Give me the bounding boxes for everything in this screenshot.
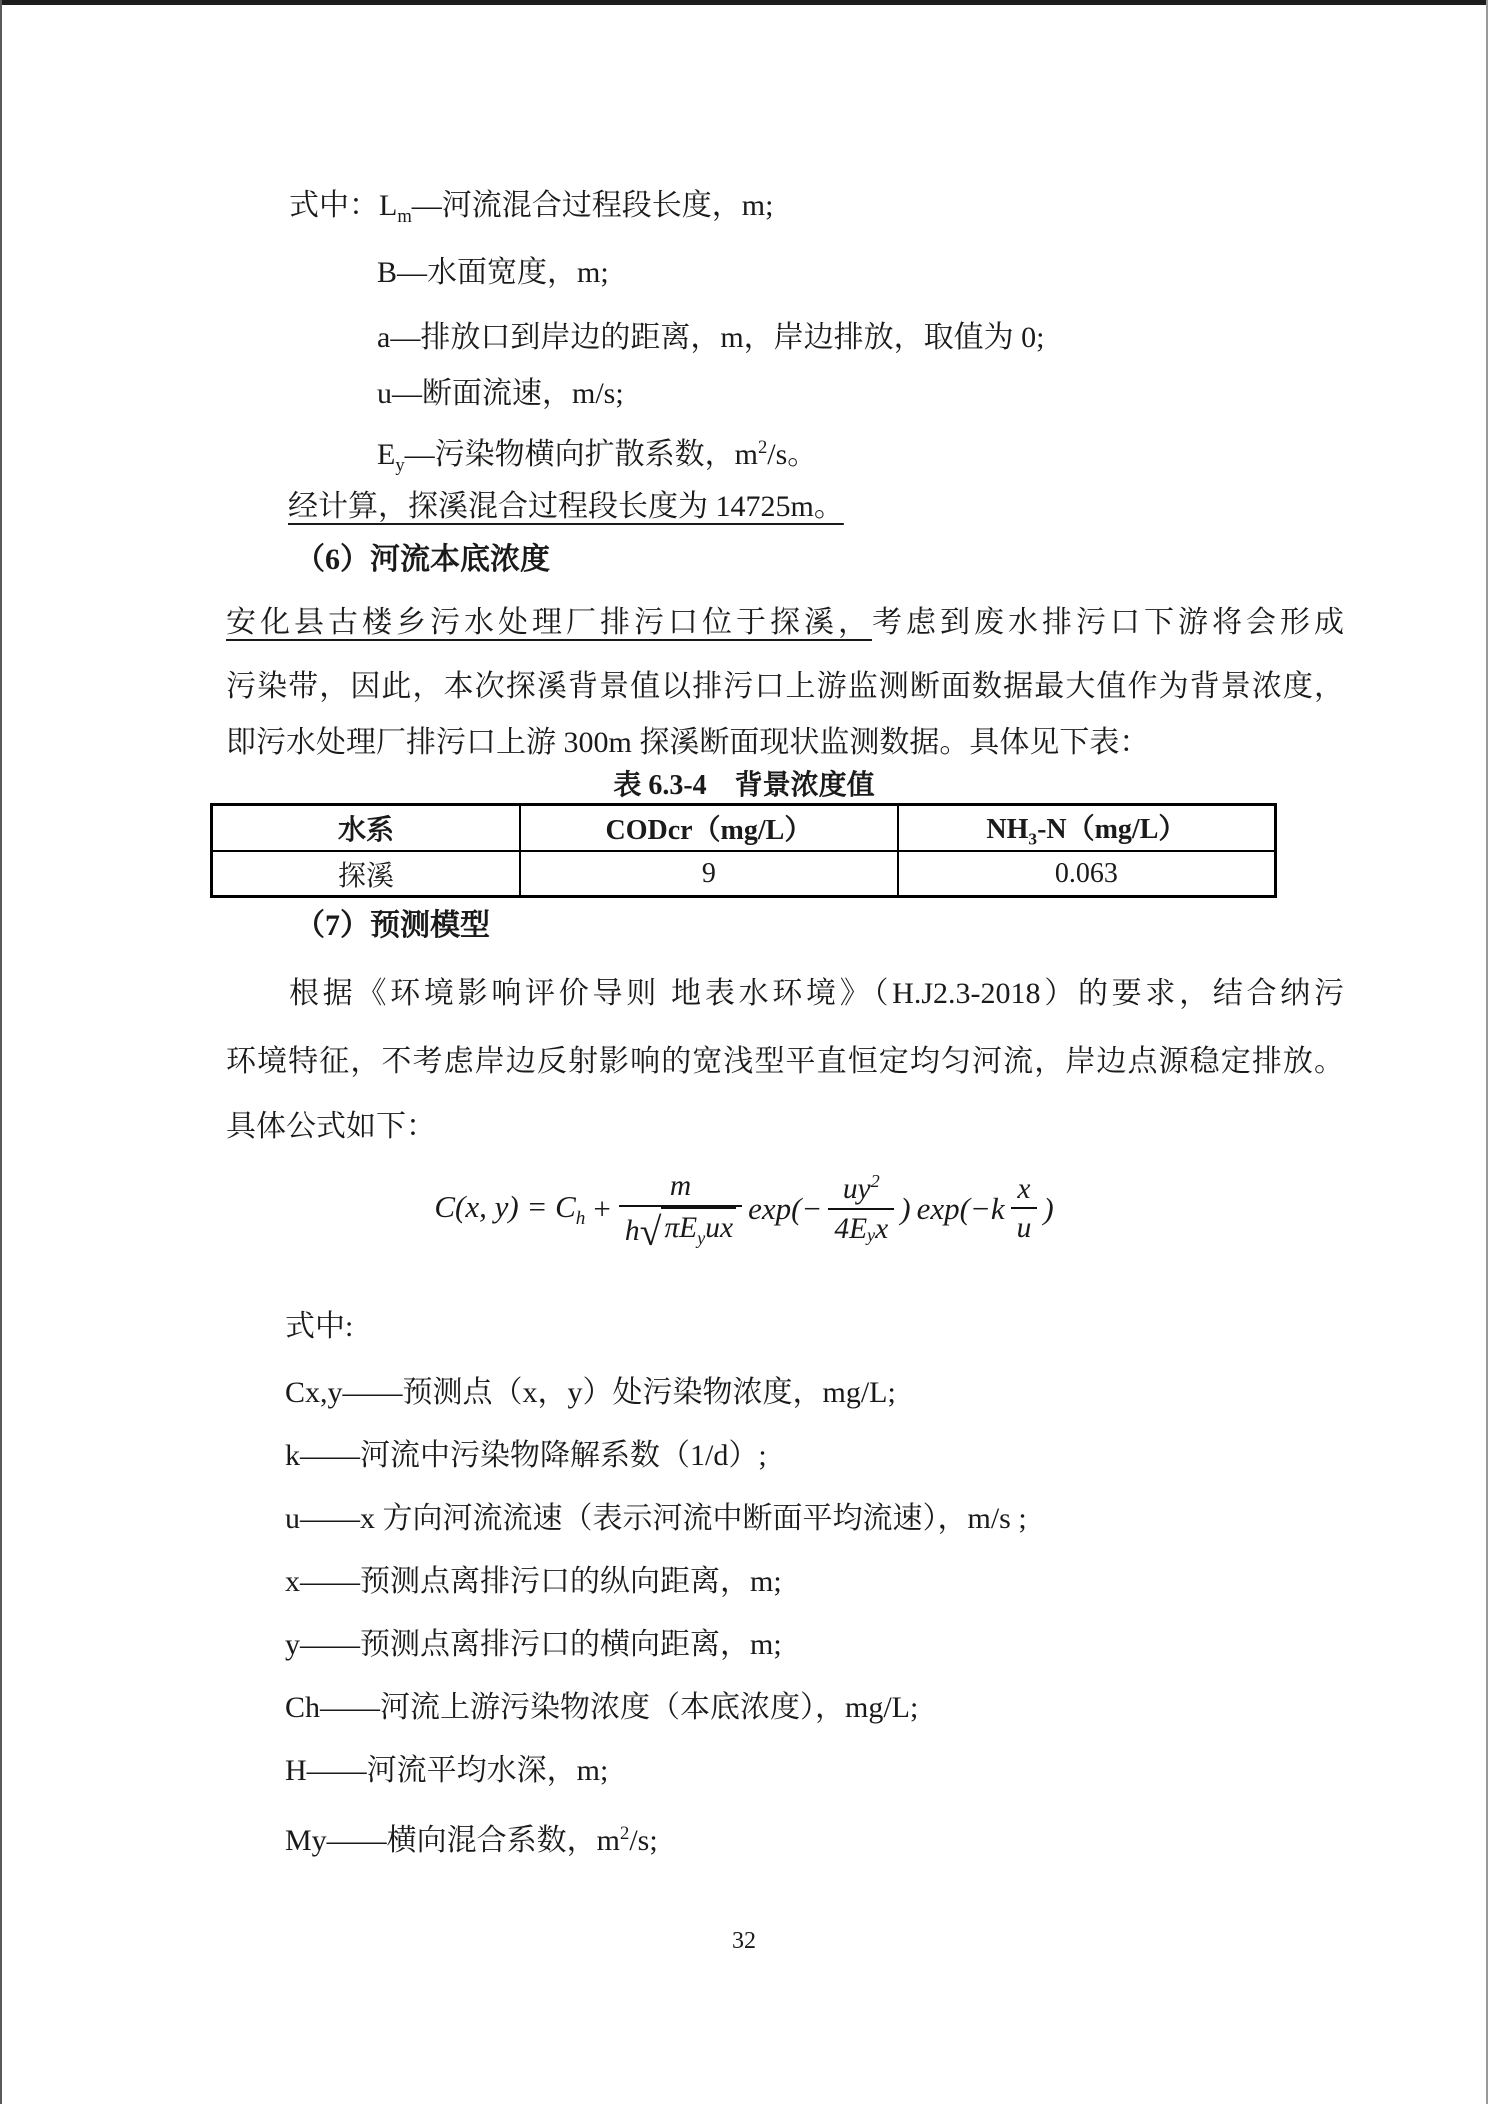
def2-line-cxy: Cx,y——预测点（x，y）处污染物浓度，mg/L;: [285, 1376, 896, 1409]
table-row: [212, 851, 1276, 897]
calc-note-text: 经计算，探溪混合过程段长度为 14725m。: [288, 490, 844, 523]
nh3n-post: -N（mg/L）: [1037, 813, 1187, 845]
nh3n-subscript: 3: [1028, 829, 1038, 849]
def2-line-my: [285, 1802, 1027, 1872]
sec6-paragraph-line1: [226, 603, 1344, 643]
def1-lead: 式中：: [289, 189, 379, 222]
radicand-tail: ux: [705, 1211, 734, 1244]
def1-lm-symbol: L: [379, 189, 398, 222]
prediction-model-formula: [0, 1168, 1488, 1254]
def2-line-k: k——河流中污染物降解系数（1/d）;: [285, 1439, 767, 1472]
def2-my-pre: My——横向混合系数，m: [285, 1824, 621, 1857]
fraction2-den-tail: x: [875, 1212, 889, 1245]
def1-line-ey: [377, 428, 817, 486]
radicand-pre: πE: [664, 1211, 698, 1244]
fraction1-denominator: [619, 1205, 742, 1254]
def1-line-u: u—断面流速，m/s;: [377, 377, 624, 410]
def1-ey-symbol: E: [377, 438, 396, 471]
page-number: 32: [732, 1928, 756, 1954]
def2-lead: 式中:: [285, 1310, 354, 1343]
table-header-water-system: 水系: [212, 805, 521, 852]
def1-ey-tail: /s。: [767, 438, 818, 471]
fraction2-numerator: [837, 1170, 886, 1208]
def1-lm-subscript: m: [397, 206, 412, 227]
sec7-paragraph-line2: 环境特征，不考虑岸边反射影响的宽浅型平直恒定均匀河流，岸边点源稳定排放。: [226, 1045, 1344, 1078]
formula-fraction-1: [619, 1168, 742, 1254]
radicand-subscript: y: [697, 1227, 706, 1248]
def2-list: [285, 1361, 1027, 1872]
fraction2-num-pre: uy: [842, 1173, 871, 1206]
formula-lhs: [434, 1189, 585, 1230]
table-header-nh3n: [898, 805, 1276, 852]
def2-line-u: u——x 方向河流流速（表示河流中断面平均流速），m/s ;: [285, 1502, 1027, 1535]
fraction3-numerator: x: [1017, 1172, 1031, 1205]
formula-lhs-subscript: h: [575, 1207, 586, 1229]
def1-ey-subscript: y: [395, 455, 405, 476]
def1-line-lm: [289, 186, 773, 237]
formula-lhs-main: C(x, y) = C: [434, 1188, 576, 1224]
fraction2-den-pre: 4E: [834, 1212, 868, 1245]
background-concentration-table: [210, 803, 1277, 898]
formula-exp1-open: exp(−: [748, 1191, 823, 1227]
cell-river-name: 探溪: [212, 851, 521, 897]
sec7-paragraph-line3: 具体公式如下：: [226, 1110, 436, 1143]
cell-codcr-value: 9: [520, 851, 898, 897]
fraction1-den-h: h: [624, 1215, 640, 1248]
sec7-paragraph-line1: 根据《环境影响评价导则 地表水环境》（H.J2.3-2018）的要求，结合纳污: [289, 977, 1344, 1010]
fraction2-num-sup: 2: [870, 1171, 880, 1192]
section-7-heading: （7）预测模型: [295, 909, 490, 942]
sec6-underlined-text: 安化县古楼乡污水处理厂排污口位于探溪，: [226, 606, 872, 639]
radical-sign: √: [639, 1209, 662, 1254]
cell-nh3n-value: 0.063: [898, 851, 1276, 897]
calc-note-line: [288, 487, 844, 527]
formula-exp2-open: exp(−k: [916, 1191, 1005, 1227]
sec6-paragraph-line2: 污染带，因此，本次探溪背景值以排污口上游监测断面数据最大值作为背景浓度，: [226, 670, 1344, 703]
scan-left-edge: [0, 0, 2, 2104]
table-header-codcr: CODcr（mg/L）: [520, 805, 898, 852]
sec6-line1-rest: 考虑到废水排污口下游将会形成: [872, 606, 1344, 639]
def2-line-x: x——预测点离排污口的纵向距离，m;: [285, 1565, 782, 1598]
fraction3-denominator: u: [1011, 1207, 1038, 1247]
radicand: [661, 1207, 736, 1251]
nh3n-pre: NH: [986, 813, 1029, 845]
formula-exp1-close: ): [900, 1191, 911, 1227]
def2-line-y: y——预测点离排污口的横向距离，m;: [285, 1628, 782, 1661]
def2-line-h: H——河流平均水深，m;: [285, 1754, 609, 1787]
def1-lm-text: —河流混合过程段长度，m;: [411, 189, 774, 222]
section-6-heading: （6）河流本底浓度: [295, 543, 550, 576]
def1-ey-superscript: 2: [757, 437, 768, 458]
def2-line-ch: Ch——河流上游污染物浓度（本底浓度），mg/L;: [285, 1691, 919, 1724]
fraction2-den-sub: y: [867, 1225, 876, 1246]
scan-top-edge: [0, 0, 1488, 5]
fraction2-denominator: [828, 1208, 894, 1248]
formula-plus-operator: +: [593, 1191, 611, 1227]
formula-exp2-close: ): [1043, 1191, 1054, 1227]
formula-fraction-3: [1011, 1171, 1038, 1248]
fraction1-numerator: m: [669, 1170, 692, 1202]
def1-ey-text: —污染物横向扩散系数，m: [404, 438, 758, 471]
table-header-row: [212, 805, 1276, 852]
def1-line-a: a—排放口到岸边的距离，m，岸边排放，取值为 0;: [377, 321, 1045, 354]
formula-fraction-2: [828, 1170, 894, 1248]
def1-line-b: B—水面宽度，m;: [377, 256, 609, 289]
def2-my-sup: 2: [620, 1823, 630, 1844]
table-caption: 表 6.3-4 背景浓度值: [613, 770, 875, 801]
def2-my-tail: /s;: [629, 1824, 658, 1857]
sec6-paragraph-line3: 即污水处理厂排污口上游 300m 探溪断面现状监测数据。具体见下表：: [226, 726, 1150, 759]
